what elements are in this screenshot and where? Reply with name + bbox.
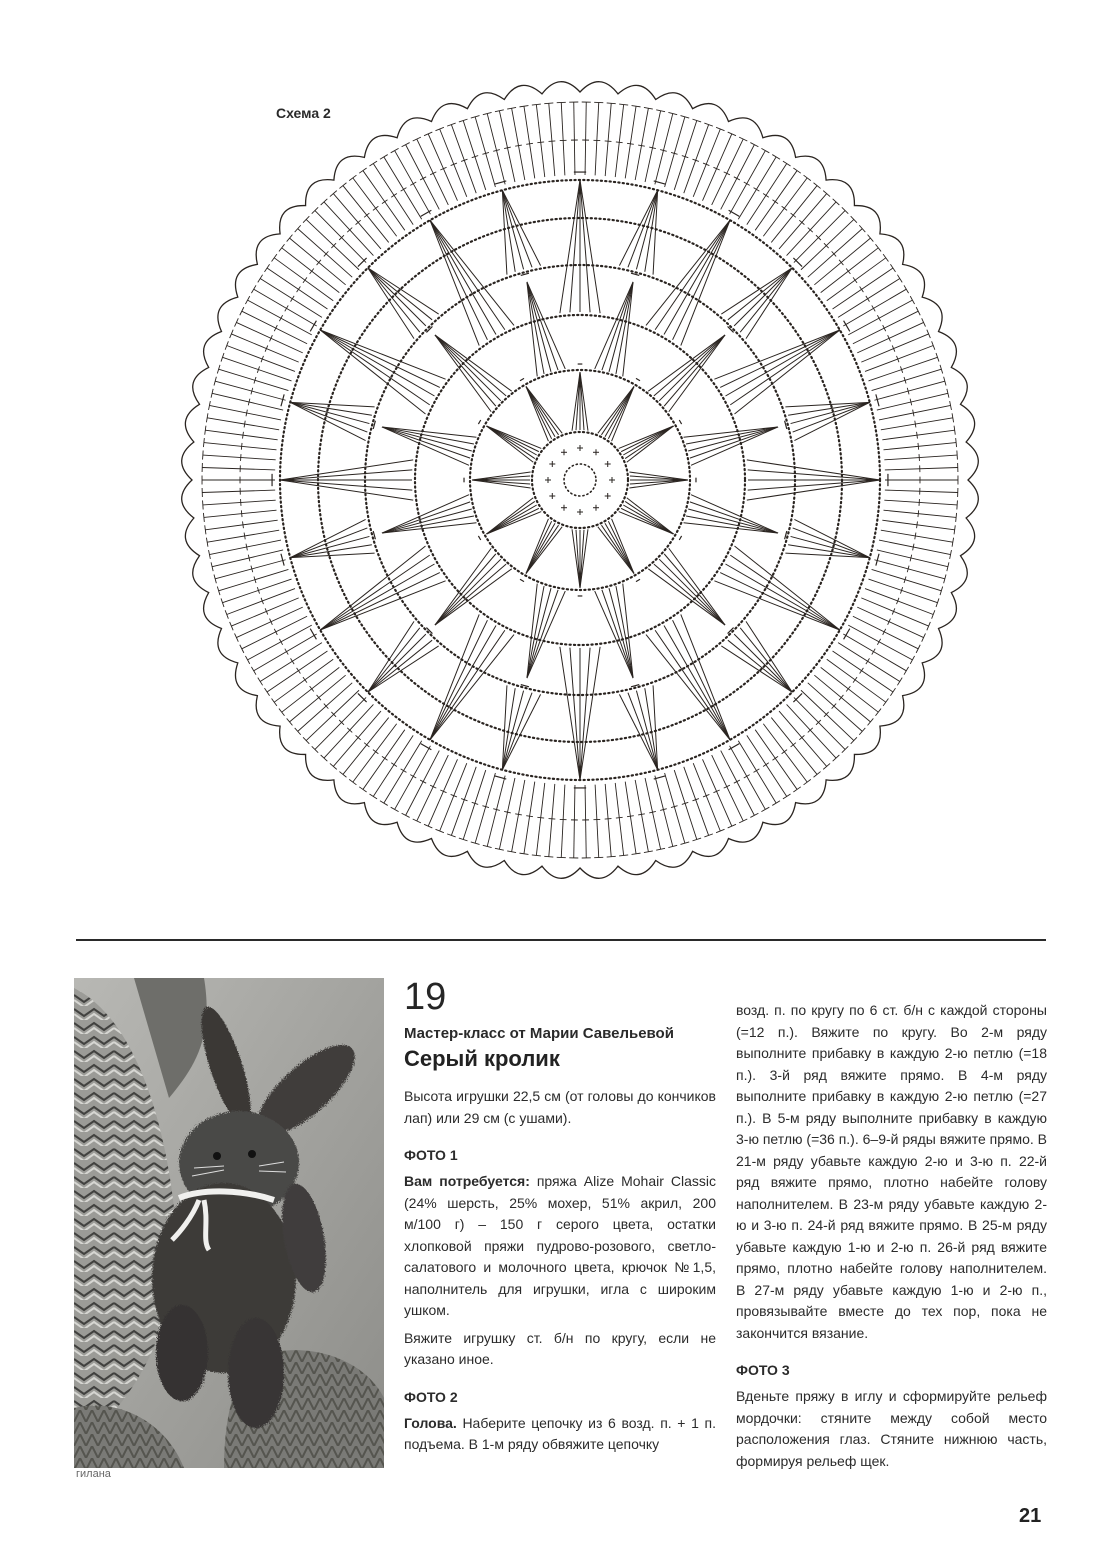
article-column-1	[404, 975, 716, 1456]
materials-paragraph	[404, 1171, 716, 1322]
section-divider	[76, 939, 1046, 941]
bunny-photo	[74, 978, 384, 1468]
photo-credit: гилана	[76, 1468, 111, 1480]
crochet-doily-chart	[180, 80, 980, 910]
photo2-heading: ФОТО 2	[404, 1388, 458, 1405]
article-subtitle: Мастер-класс от Марии Савельевой	[404, 1025, 674, 1042]
article-title: Серый кролик	[404, 1046, 560, 1071]
article-number: 19	[404, 976, 447, 1018]
head-continued-paragraph: возд. п. по кругу по 6 ст. б/н с каждой стороны (=12 п.). Вяжите по кругу. Во 2-м ряду выполните прибавку в каждую 2-ю петлю (=18 п.). 3-й ряд вяжите прямо. В 4-м ряду выполните прибавку в каждую 2-ю петлю (=27 п.). В 5-м ряду выполните прибавку в каждую 3-ю петлю (=36 п.). 6–9-й ряды вяжите прямо. В 21-м ряду убавьте каждую 2-ю и 3-ю п. 22-й ряд вяжите прямо, плотно набейте голову наполнителем. В 23-м ряду убавьте каждую 2-ю и 3-ю п. 24-й ряд вяжите прямо. В 25-м ряду убавьте каждую 1-ю и 2-ю п. 26-й ряд вяжите прямо, плотно набейте голову наполнителем. В 27-м ряду убавьте каждую 1-ю и 2-ю п., провязывайте вместе до тех пор, пока не закончится вязание.	[736, 1002, 1047, 1341]
knit-note-paragraph: Вяжите игрушку ст. б/н по кругу, если не указано иное.	[404, 1329, 716, 1367]
knitted-bunny-image	[74, 978, 384, 1468]
head-lead: Голова.	[404, 1414, 457, 1431]
intro-paragraph: Высота игрушки 22,5 см (от головы до кончиков лап) или 29 см (с ушами).	[404, 1088, 716, 1126]
materials-lead: Вам потребуется:	[404, 1173, 530, 1189]
photo3-paragraph: Вденьте пряжу в иглу и сформируйте рельеф мордочки: стяните между собой место расположения глаз. Стяните нижнюю часть, формируя рельеф щек.	[736, 1388, 1047, 1469]
article-column-2	[736, 1000, 1047, 1472]
photo3-heading: ФОТО 3	[736, 1362, 790, 1378]
materials-text: пряжа Alize Mohair Classic (24% шерсть, 25% мохер, 51% акрил, 200 м/100 г) – 150 г серого цвета, остатки хлопковой пряжи пудрово-розового, светло-салатового и молочного цвета, крючок №1,5, наполнитель для игрушки, игла с широким ушком.	[404, 1173, 716, 1318]
head-paragraph	[404, 1413, 716, 1456]
head-text: Наберите цепочку из 6 возд. п. + 1 п. подъема. В 1-м ряду обвяжите цепочку	[404, 1414, 716, 1452]
photo1-heading: ФОТО 1	[404, 1147, 458, 1163]
page-number: 21	[1019, 1505, 1042, 1527]
scheme-label: Схема 2	[276, 105, 331, 121]
